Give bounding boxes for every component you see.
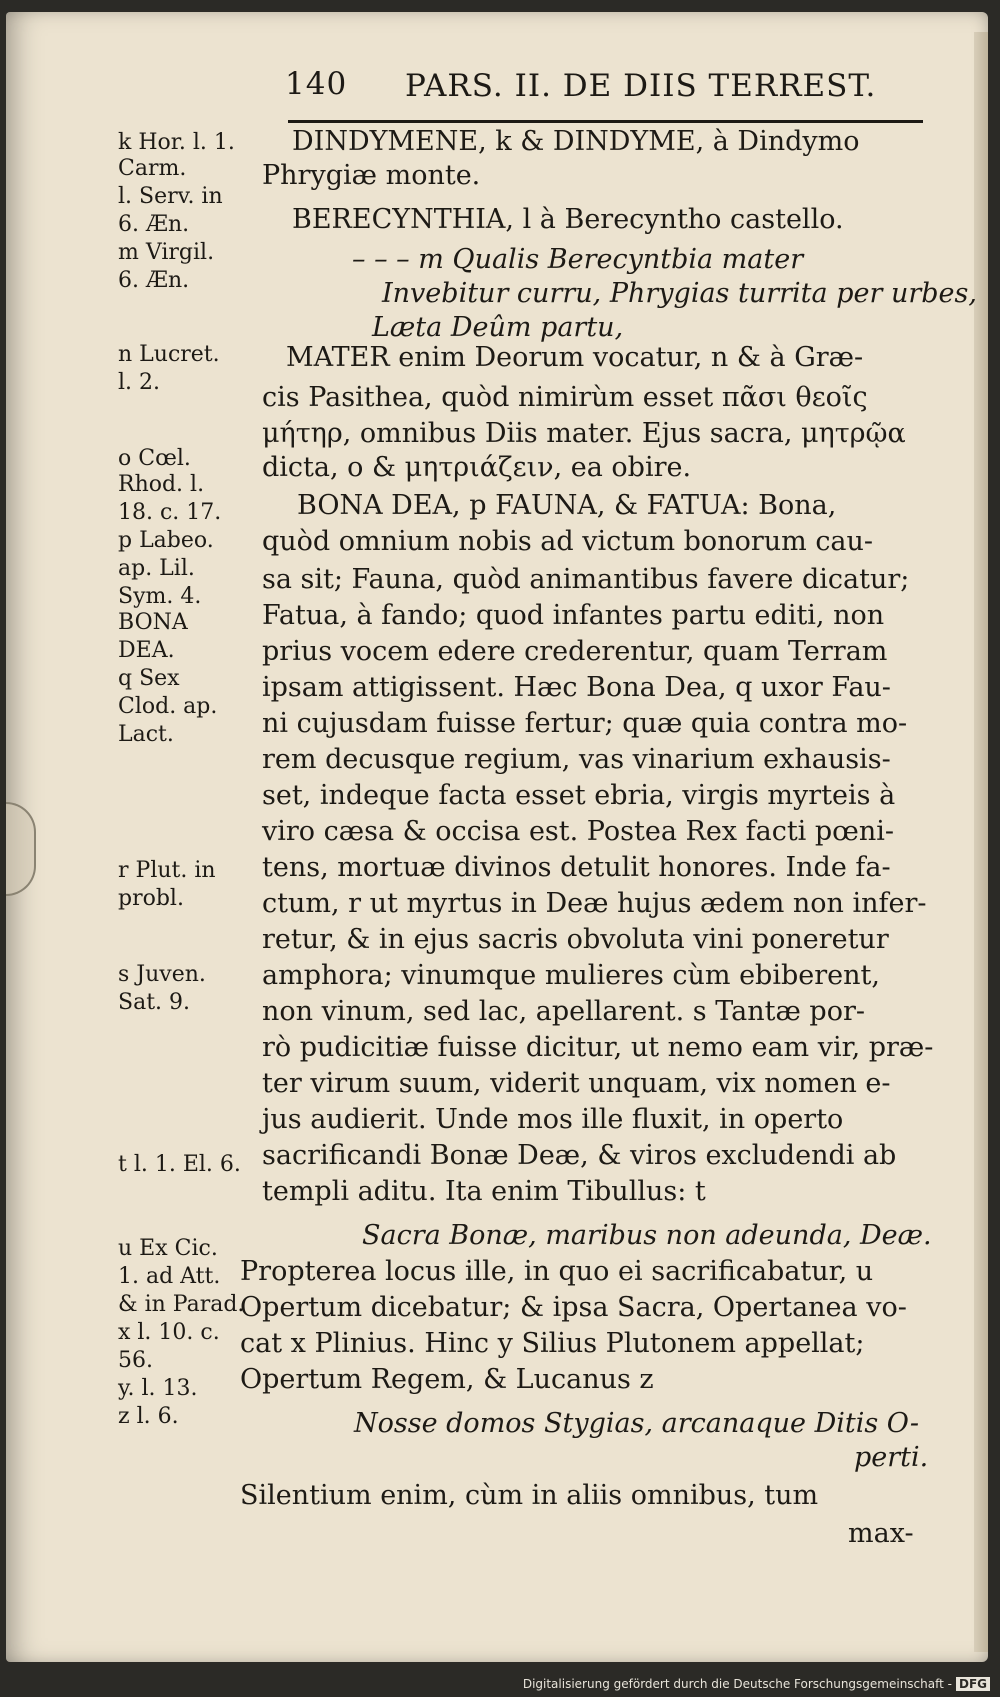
margin-note: s Juven. (118, 962, 206, 987)
margin-note: x l. 10. c. (118, 1320, 220, 1345)
margin-note: q Sex (118, 666, 180, 691)
margin-note: m Virgil. (118, 240, 215, 265)
text-line: rem decusque regium, vas vinarium exhausis- (262, 744, 891, 775)
text-line: BERECYNTHIA, l à Berecyntho castello. (292, 204, 844, 235)
text-line: retur, & in ejus sacris obvoluta vini poneretur (262, 924, 889, 955)
running-header (285, 66, 915, 116)
text-line: BONA DEA, p FAUNA, & FATUA: Bona, (297, 490, 837, 521)
text-line: max- (848, 1518, 914, 1549)
text-line: rò pudicitiæ fuisse dicitur, ut nemo eam vir, præ- (262, 1032, 934, 1063)
text-line: set, indeque facta esset ebria, virgis myrteis à (262, 780, 896, 811)
text-line: non vinum, sed lac, apellarent. s Tantæ por- (262, 996, 866, 1027)
page-edge (974, 32, 988, 1652)
text-line: MATER enim Deorum vocatur, n & à Græ- (286, 342, 864, 373)
margin-note: 6. Æn. (118, 212, 190, 237)
margin-note: k Hor. l. 1. (118, 130, 235, 155)
margin-note: 56. (118, 1348, 153, 1373)
margin-note: p Labeo. (118, 528, 214, 553)
margin-note: Carm. (118, 156, 187, 181)
text-line: tens, mortuæ divinos detulit honores. Inde fa- (262, 852, 891, 883)
margin-note: Clod. ap. (118, 694, 218, 719)
text-line: quòd omnium nobis ad victum bonorum cau- (262, 526, 874, 557)
text-line: prius vocem edere crederentur, quam Terram (262, 636, 888, 667)
text-line: amphora; vinumque mulieres cùm ebiberent, (262, 960, 880, 991)
text-line: ni cujusdam fuisse fertur; quæ quia contra mo- (262, 708, 908, 739)
page-number: 140 (285, 66, 348, 102)
text-line: Læta Deûm partu, (372, 312, 624, 343)
text-line: viro cæsa & occisa est. Postea Rex facti pœni- (262, 816, 895, 847)
margin-note: o Cœl. (118, 446, 191, 471)
margin-note: r Plut. in (118, 858, 216, 883)
running-title: PARS. II. DE DIIS TERREST. (405, 68, 877, 104)
text-line: ipsam attigissent. Hæc Bona Dea, q uxor Fau- (262, 672, 891, 703)
text-line: Silentium enim, cùm in aliis omnibus, tum (240, 1480, 819, 1511)
dfg-logo: DFG (956, 1677, 990, 1691)
text-line: cis Pasithea, quòd nimirùm esset πᾶσι θεοῖς (262, 382, 868, 413)
margin-note: z l. 6. (118, 1404, 179, 1429)
text-line: – – – m Qualis Berecyntbia mater (352, 244, 804, 275)
binding-clip (6, 802, 36, 896)
margin-note: u Ex Cic. (118, 1236, 218, 1261)
margin-note: l. Serv. in (118, 184, 223, 209)
text-line: Opertum dicebatur; & ipsa Sacra, Opertanea vo- (240, 1292, 907, 1323)
margin-note: t l. 1. El. 6. (118, 1152, 241, 1177)
margin-note: Sym. 4. (118, 584, 202, 609)
margin-note: 1. ad Att. (118, 1264, 221, 1289)
text-line: Invebitur curru, Phrygias turrita per urbes, (382, 278, 977, 309)
text-line: ctum, r ut myrtus in Deæ hujus ædem non infer- (262, 888, 927, 919)
text-line: Phrygiæ monte. (262, 160, 481, 191)
text-line: Opertum Regem, & Lucanus z (240, 1364, 654, 1395)
margin-note: probl. (118, 886, 184, 911)
text-line: jus audierit. Unde mos ille fluxit, in operto (262, 1104, 844, 1135)
text-line: dicta, o & μητριάζειν, ea obire. (262, 452, 692, 483)
margin-note: ap. Lil. (118, 556, 195, 581)
text-line: μήτηρ, omnibus Diis mater. Ejus sacra, μητρῷα (262, 418, 906, 449)
margin-note: n Lucret. (118, 342, 220, 367)
margin-note: BONA (118, 610, 188, 635)
text-line: Sacra Bonæ, maribus non adeunda, Deæ. (362, 1220, 932, 1251)
text-line: ter virum suum, viderit unquam, vix nomen e- (262, 1068, 891, 1099)
text-line: cat x Plinius. Hinc y Silius Plutonem appellat; (240, 1328, 865, 1359)
margin-note: y. l. 13. (118, 1376, 198, 1401)
margin-note: l. 2. (118, 370, 161, 395)
margin-note: & in Parad. (118, 1292, 245, 1317)
text-line: Nosse domos Stygias, arcanaque Ditis O- (354, 1408, 920, 1439)
text-line: perti. (854, 1442, 929, 1473)
text-line: Fatua, à fando; quod infantes partu editi, non (262, 600, 885, 631)
text-line: sa sit; Fauna, quòd animantibus favere dicatur; (262, 564, 910, 595)
text-line: DINDYMENE, k & DINDYME, à Dindymo (292, 126, 860, 157)
text-line: Propterea locus ille, in quo ei sacrificabatur, u (240, 1256, 874, 1287)
margin-note: Sat. 9. (118, 990, 191, 1015)
footer-credit (523, 1677, 990, 1691)
text-line: templi aditu. Ita enim Tibullus: t (262, 1176, 706, 1207)
header-rule (288, 120, 923, 123)
margin-note: Rhod. l. (118, 472, 205, 497)
footer-credit-text: Digitalisierung gefördert durch die Deutsche Forschungsgemeinschaft - (522, 1677, 952, 1691)
margin-note: Lact. (118, 722, 174, 747)
margin-note: 6. Æn. (118, 268, 190, 293)
text-line: sacrificandi Bonæ Deæ, & viros excludendi ab (262, 1140, 897, 1171)
margin-note: DEA. (118, 638, 175, 663)
margin-note: 18. c. 17. (118, 500, 222, 525)
